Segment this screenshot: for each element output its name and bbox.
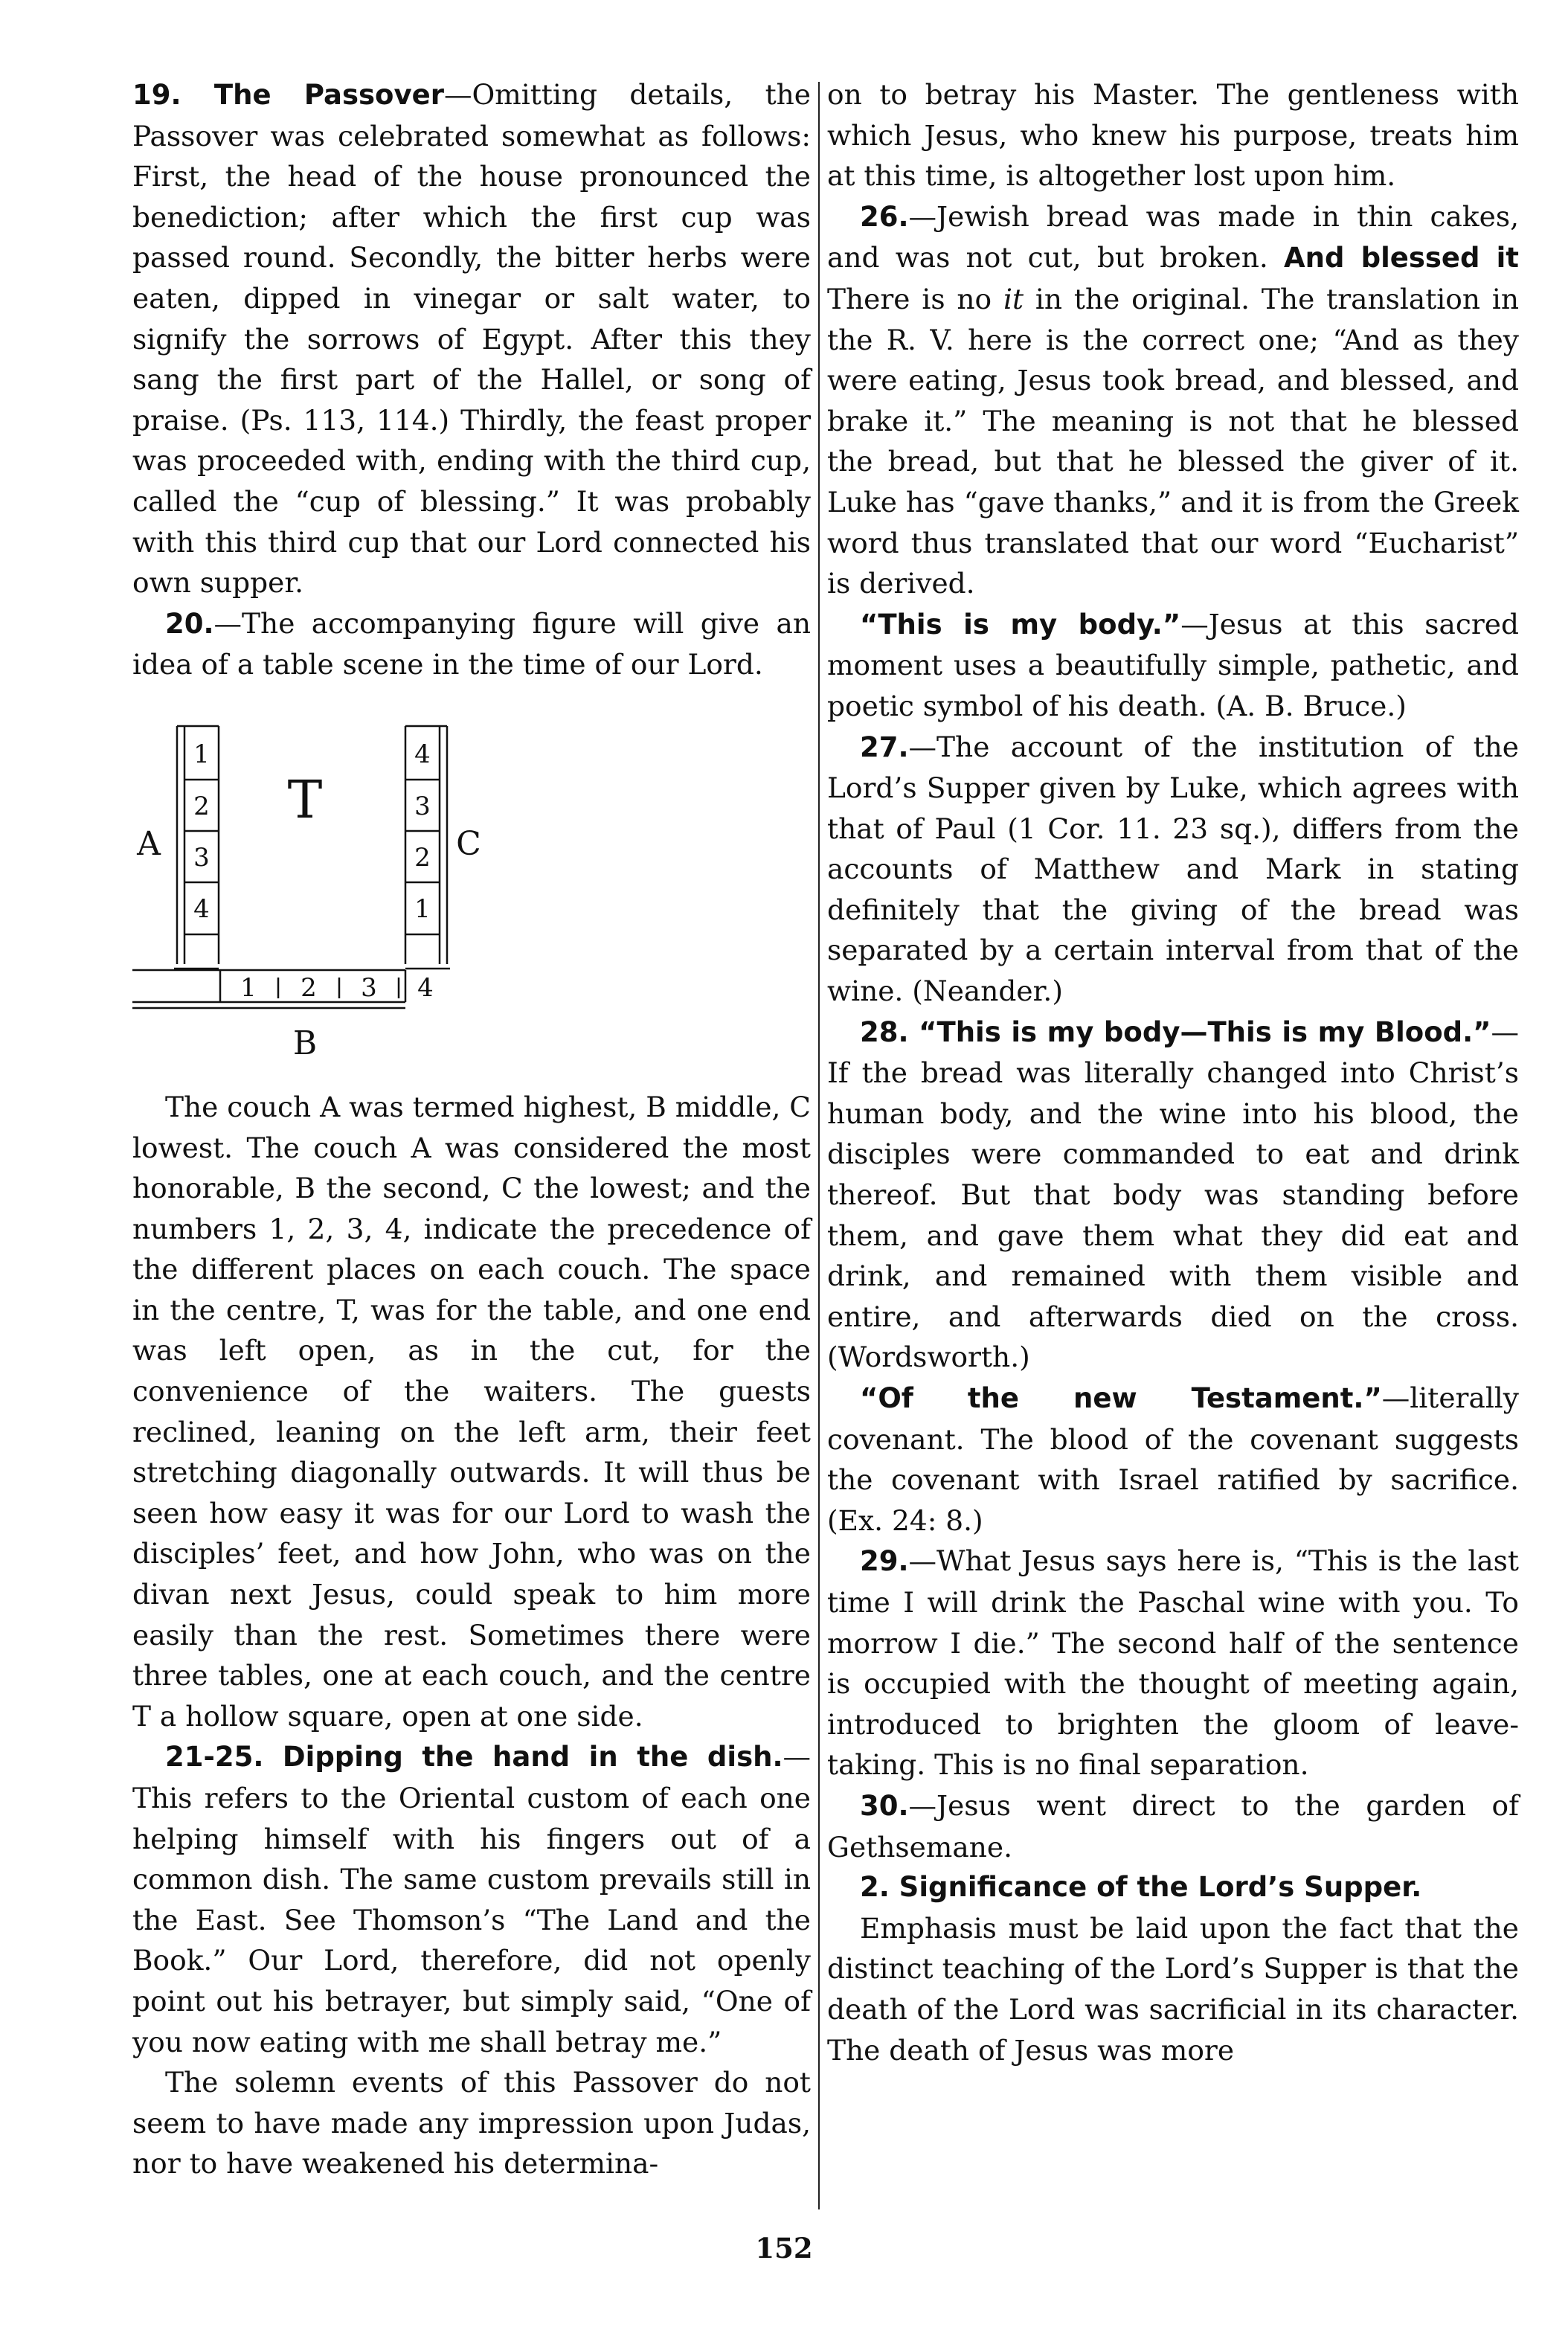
- couch-c-label: C: [456, 824, 481, 863]
- section-21-25: [132, 1736, 811, 2062]
- section-26: [827, 196, 1519, 604]
- section-27: [827, 727, 1519, 1012]
- left-column: [132, 74, 811, 2184]
- table-label: T: [287, 768, 323, 830]
- new-testament-heading: “Of the new Testament.”: [860, 1382, 1382, 1414]
- couch-a-place: 2: [193, 791, 210, 821]
- couch-c-place: 4: [414, 739, 431, 769]
- new-testament-text: —literally covenant. The blood of the covenant suggests the covenant with Israel ratified by sacrifice. (Ex. 24: 8.): [827, 1381, 1519, 1537]
- couch-a-place: 4: [193, 893, 210, 924]
- section-19: [132, 74, 811, 603]
- section-28-text: —If the bread was literally changed into Christ’s human body, and the wine into his blood, the disciples were commanded to eat and drink thereof. But that body was standing before them, and gave them what they did eat and drink, and remained with them visible and entire, and afterwards died on the cross. (Wordsworth.): [827, 1015, 1519, 1374]
- couch-c-place: 3: [414, 791, 431, 821]
- section-21-25-heading: 21-25. Dipping the hand in the dish.: [165, 1741, 783, 1774]
- section-26-italic: it: [1003, 282, 1024, 315]
- section-29-heading: 29.: [860, 1545, 909, 1578]
- couch-b-place: 2: [301, 972, 317, 1003]
- this-is-my-body-heading: “This is my body.”: [860, 608, 1181, 641]
- section-26-text: —Jewish bread was made in thin cakes, and was not cut, but broken.: [827, 199, 1519, 275]
- section-20-heading: 20.: [165, 607, 214, 640]
- column-rule: [818, 82, 820, 2209]
- section-21-25-text: —This refers to the Oriental custom of each one helping himself with his fingers out of a common dish. The same custom prevails still in the East. See Thomson’s “The Land and the Book.” Our Lord, therefore, did not openly point out his betrayer, but simply said, “One of you now eating with me shall betray me.”: [132, 1740, 811, 2058]
- couch-c-place: 2: [414, 842, 431, 873]
- this-is-my-body-text: —Jesus at this sacred moment uses a beautifully simple, pathetic, and poetic symbol of his death. (A. B. Bruce.): [827, 607, 1519, 722]
- couch-b-place: 4: [417, 972, 434, 1003]
- section-29-text: —What Jesus says here is, “This is the last time I will drink the Paschal wine with you. To morrow I die.” The second half of the sentence is occupied with the thought of meeting again, introduced to brighten the gloom of leave-taking. This is no final separation.: [827, 1544, 1519, 1782]
- section-26-text: in the original. The translation in the R. V. here is the correct one; “And as they were eating, Jesus took bread, and blessed, and brake it.” The meaning is not that he blessed the bread, but that he blessed the giver of it. Luke has “gave thanks,” and it is from the Greek word thus translated that our word “Eucharist” is derived.: [827, 282, 1520, 600]
- section-26-phrase: And blessed it: [1283, 242, 1519, 275]
- page-number: 152: [755, 2232, 813, 2265]
- right-column: [827, 74, 1519, 2070]
- couch-b-place: 3: [361, 972, 377, 1003]
- section-20-text: —The accompanying figure will give an idea of a table scene in the time of our Lord.: [132, 606, 811, 681]
- couch-description: The couch A was termed highest, B middle, C lowest. The couch A was considered the most honorable, B the second, C the lowest; and the numbers 1, 2, 3, 4, indicate the precedence of the different places on each couch. The space in the centre, T, was for the table, and one end was left open, as in the cut, for the convenience of the waiters. The guests reclined, leaning on the left arm, their feet stretching diagonally outwards. It will thus be seen how easy it was for our Lord to wash the disciples’ feet, and how John, who was on the divan next Jesus, could speak to him more easily than the rest. Sometimes there were three tables, one at each couch, and the centre T a hollow square, open at one side.: [132, 1090, 811, 1733]
- section-27-text: —The account of the institution of the Lord’s Supper given by Luke, which agrees with that of Paul (1 Cor. 11. 23 sq.), differs from the accounts of Matthew and Mark in stating definitely that the giving of the bread was separated by a certain interval from that of the wine. (Neander.): [827, 730, 1519, 1008]
- continued-paragraph: on to betray his Master. The gentleness with which Jesus, who knew his purpose, treats him at this time, is altogether lost upon him.: [827, 78, 1519, 193]
- section-27-heading: 27.: [860, 731, 909, 763]
- triclinium-figure: [132, 685, 811, 1087]
- significance-heading: 2. Significance of the Lord’s Supper.: [860, 1871, 1422, 1904]
- this-is-my-body: [827, 604, 1519, 727]
- section-20: [132, 603, 811, 685]
- significance-text: Emphasis must be laid upon the fact that the distinct teaching of the Lord’s Supper is that the death of the Lord was sacrificial in its character. The death of Jesus was more: [827, 1911, 1519, 2067]
- section-29: [827, 1541, 1519, 1785]
- couch-a-label: A: [137, 824, 161, 863]
- section-26-text: There is no: [827, 282, 1003, 315]
- couch-a-place: 3: [193, 842, 210, 873]
- section-28-heading: 28. “This is my body—This is my Blood.”: [860, 1015, 1491, 1048]
- table-diagram: [132, 685, 811, 1087]
- couch-a-place: 1: [193, 739, 210, 769]
- new-testament: [827, 1378, 1519, 1541]
- couch-b-label: B: [292, 1024, 318, 1062]
- section-19-heading: 19. The Passover: [132, 79, 444, 111]
- couch-c-place: 1: [414, 893, 431, 924]
- section-30-heading: 30.: [860, 1789, 909, 1822]
- section-28: [827, 1012, 1519, 1378]
- section-30: [827, 1785, 1519, 1867]
- section-30-text: —Jesus went direct to the garden of Gethsemane.: [827, 1788, 1519, 1864]
- judas-paragraph: The solemn events of this Passover do not seem to have made any impression upon Judas, nor to have weakened his determina-: [132, 2066, 811, 2180]
- couch-b-place: 1: [240, 972, 257, 1003]
- section-26-heading: 26.: [860, 200, 909, 233]
- section-19-text: —Omitting details, the Passover was celebrated somewhat as follows: First, the head of the house pronounced the benediction; after which the first cup was passed round. Secondly, the bitter herbs were eaten, dipped in vinegar or salt water, to signify the sorrows of Egypt. After this they sang the first part of the Hallel, or song of praise. (Ps. 113, 114.) Thirdly, the feast proper was proceeded with, ending with the third cup, called the “cup of blessing.” It was probably with this third cup that our Lord connected his own supper.: [132, 78, 811, 600]
